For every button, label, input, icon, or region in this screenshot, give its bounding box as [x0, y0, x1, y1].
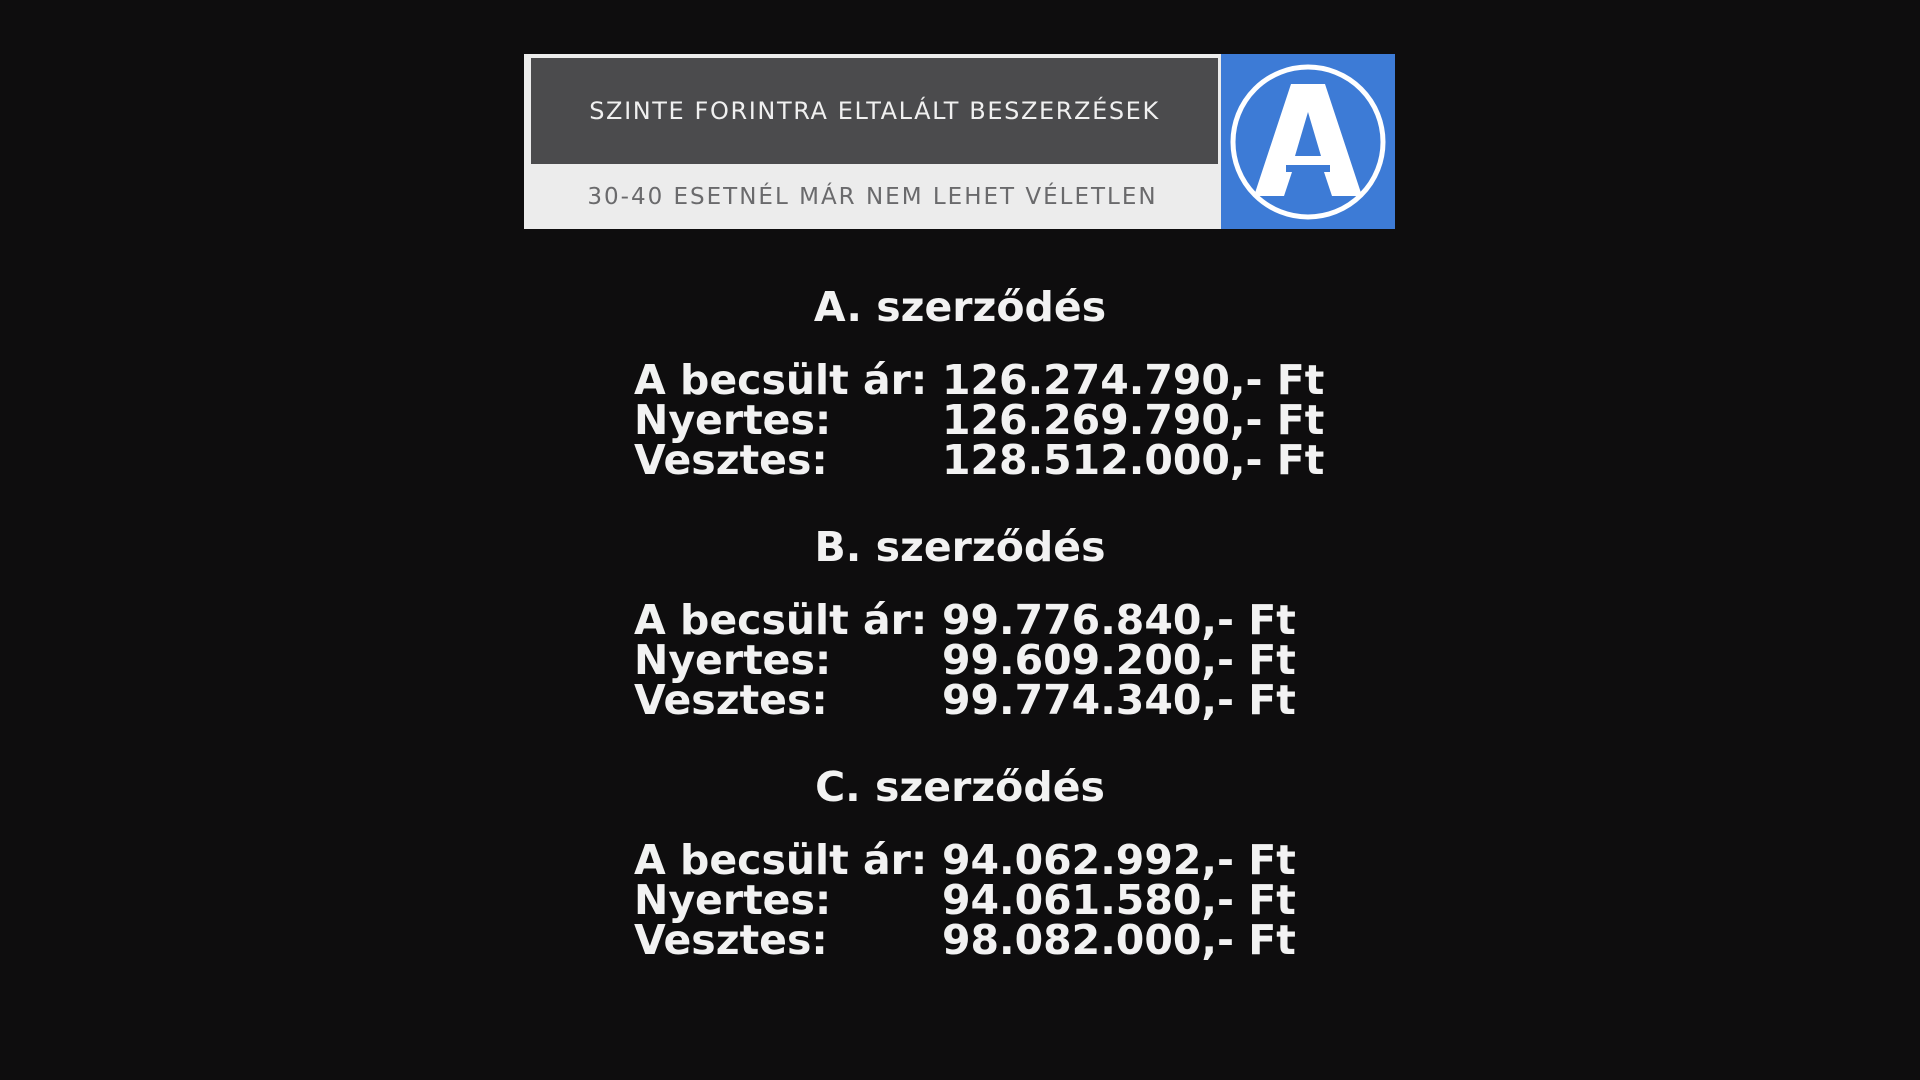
- row-value: 99.776.840,- Ft: [942, 596, 1296, 644]
- contract-title: C. szerződés: [815, 763, 1105, 811]
- row-loser: [560, 916, 1360, 964]
- row-estimated-price: [560, 596, 1360, 644]
- logo-a-icon: [1228, 62, 1388, 222]
- row-value: 126.274.790,- Ft: [942, 356, 1325, 404]
- row-value: 99.609.200,- Ft: [942, 636, 1296, 684]
- row-value: 126.269.790,- Ft: [942, 396, 1325, 444]
- banner-headline: SZINTE FORINTRA ELTALÁLT BESZERZÉSEK: [524, 54, 1221, 164]
- contract-c: [560, 762, 1360, 964]
- contract-title: B. szerződés: [814, 523, 1106, 571]
- row-label: Vesztes:: [634, 436, 828, 484]
- row-value: 98.082.000,- Ft: [942, 916, 1296, 964]
- header-banner: [524, 54, 1395, 229]
- row-label: A becsült ár:: [634, 596, 928, 644]
- channel-logo: [1221, 54, 1395, 229]
- row-winner: [560, 636, 1360, 684]
- contract-b: [560, 522, 1360, 724]
- row-label: Nyertes:: [634, 636, 832, 684]
- banner-text-panel: [524, 54, 1221, 229]
- row-value: 99.774.340,- Ft: [942, 676, 1296, 724]
- row-label: A becsült ár:: [634, 356, 928, 404]
- row-value: 94.061.580,- Ft: [942, 876, 1296, 924]
- contract-title: A. szerződés: [813, 283, 1107, 331]
- row-loser: [560, 436, 1360, 484]
- row-label: Vesztes:: [634, 916, 828, 964]
- row-estimated-price: [560, 836, 1360, 884]
- row-value: 94.062.992,- Ft: [942, 836, 1296, 884]
- row-loser: [560, 676, 1360, 724]
- row-winner: [560, 876, 1360, 924]
- row-winner: [560, 396, 1360, 444]
- row-value: 128.512.000,- Ft: [942, 436, 1325, 484]
- row-label: Nyertes:: [634, 876, 832, 924]
- banner-subline: 30-40 ESETNÉL MÁR NEM LEHET VÉLETLEN: [524, 164, 1221, 229]
- row-label: Nyertes:: [634, 396, 832, 444]
- contract-a: [560, 282, 1360, 484]
- row-label: A becsült ár:: [634, 836, 928, 884]
- row-label: Vesztes:: [634, 676, 828, 724]
- row-estimated-price: [560, 356, 1360, 404]
